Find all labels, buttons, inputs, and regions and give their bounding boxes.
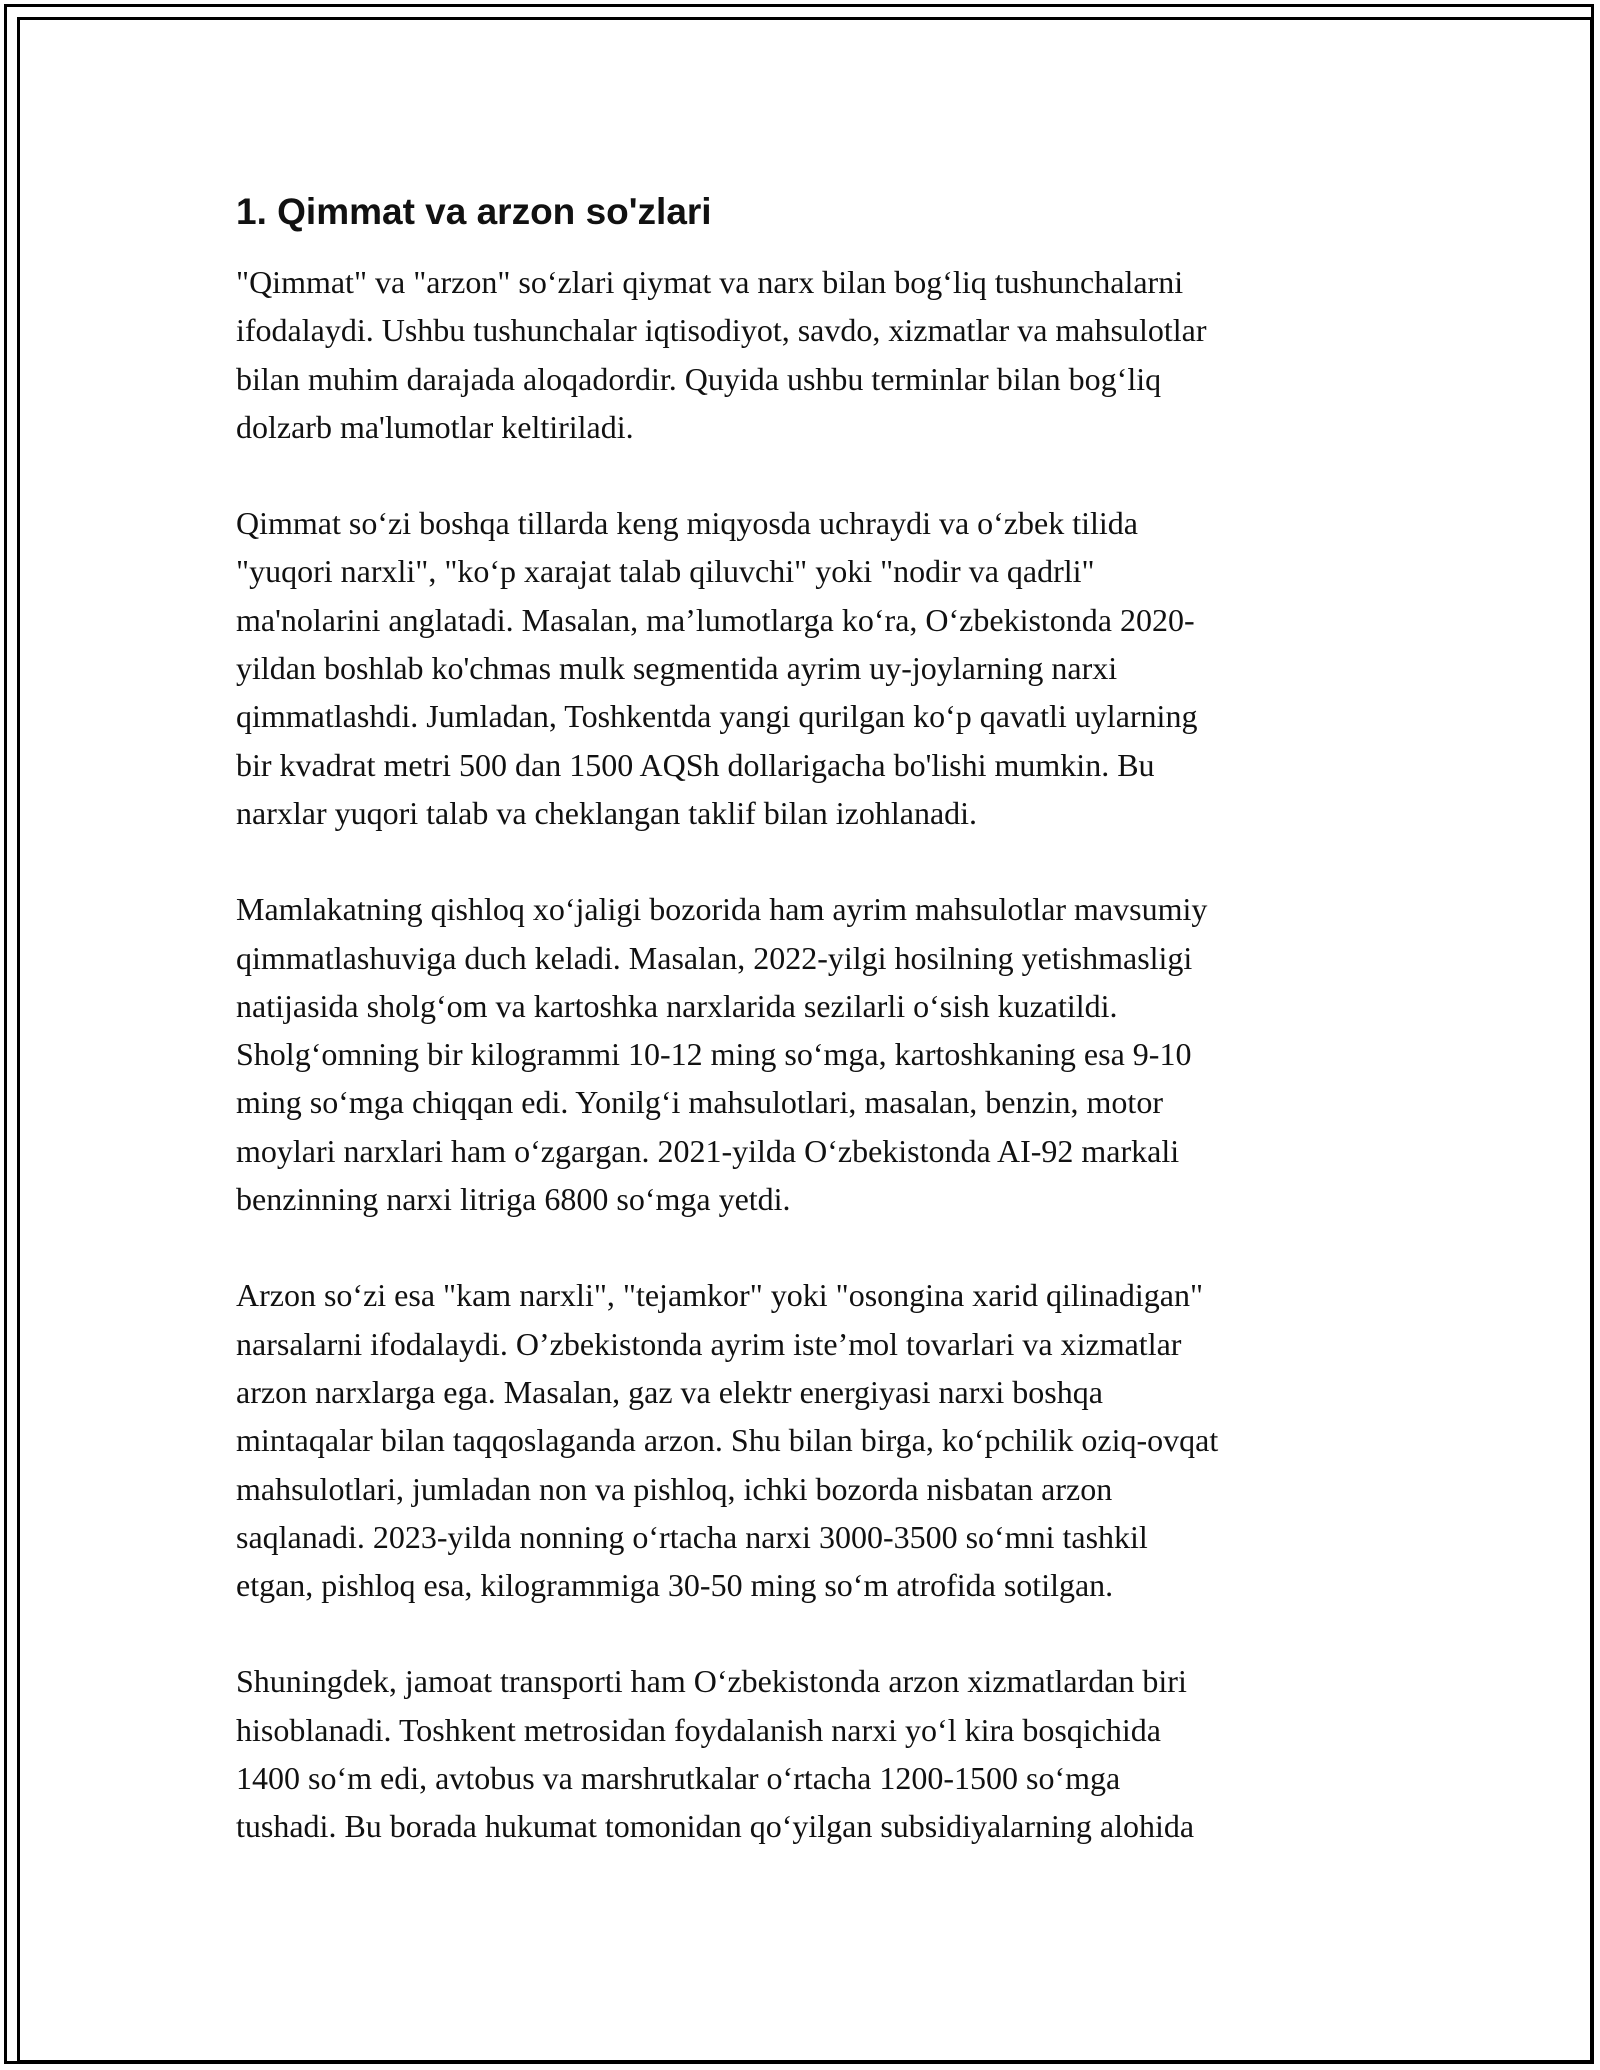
text-line: etgan, pishloq esa, kilogrammiga 30-50 ming so‘m atrofida sotilgan.	[236, 1567, 1114, 1604]
text-line: ma'nolarini anglatadi. Masalan, ma’lumotlarga ko‘ra, O‘zbekistonda 2020-	[236, 601, 1195, 638]
text-line: bir kvadrat metri 500 dan 1500 AQSh dollarigacha bo'lishi mumkin. Bu	[236, 746, 1155, 783]
text-line: "yuqori narxli", "ko‘p xarajat talab qiluvchi" yoki "nodir va qadrli"	[236, 553, 1095, 590]
text-line: narxlar yuqori talab va cheklangan taklif bilan izohlanadi.	[236, 794, 978, 831]
text-line: tushadi. Bu borada hukumat tomonidan qo‘yilgan subsidiyalarning alohida	[236, 1808, 1195, 1845]
text-line: ifodalaydi. Ushbu tushunchalar iqtisodiyot, savdo, xizmatlar va mahsulotlar	[236, 312, 1207, 349]
text-line: natijasida sholg‘om va kartoshka narxlarida sezilarli o‘sish kuzatildi.	[236, 987, 1118, 1024]
text-line: Mamlakatning qishloq xo‘jaligi bozorida ham ayrim mahsulotlar mavsumiy	[236, 891, 1208, 928]
paragraph-agriculture	[236, 885, 1376, 1223]
text-line: qimmatlashdi. Jumladan, Toshkentda yangi qurilgan ko‘p qavatli uylarning	[236, 698, 1198, 735]
text-line: benzinning narxi litriga 6800 so‘mga yetdi.	[236, 1181, 791, 1218]
paragraph-qimmat	[236, 499, 1376, 837]
text-line: ming so‘mga chiqqan edi. Yonilg‘i mahsulotlari, masalan, benzin, motor	[236, 1084, 1163, 1121]
text-line: bilan muhim darajada aloqadordir. Quyida ushbu terminlar bilan bog‘liq	[236, 360, 1162, 397]
text-line: hisoblanadi. Toshkent metrosidan foydalanish narxi yo‘l kira bosqichida	[236, 1711, 1161, 1748]
text-line: Arzon so‘zi esa "kam narxli", "tejamkor" yoki "osongina xarid qilinadigan"	[236, 1277, 1204, 1314]
text-line: moylari narxlari ham o‘zgargan. 2021-yilda O‘zbekistonda AI-92 markali	[236, 1132, 1180, 1169]
text-line: narsalarni ifodalaydi. O’zbekistonda ayrim iste’mol tovarlari va xizmatlar	[236, 1325, 1182, 1362]
text-line: "Qimmat" va "arzon" so‘zlari qiymat va narx bilan bog‘liq tushunchalarni	[236, 264, 1184, 300]
text-line: Qimmat so‘zi boshqa tillarda keng miqyosda uchraydi va o‘zbek tilida	[236, 505, 1138, 542]
paragraph-arzon	[236, 1271, 1376, 1609]
section-heading: 1. Qimmat va arzon so'zlari	[236, 191, 712, 232]
text-line: arzon narxlarga ega. Masalan, gaz va elektr energiyasi narxi boshqa	[236, 1373, 1103, 1410]
text-line: mahsulotlari, jumladan non va pishloq, ichki bozorda nisbatan arzon	[236, 1470, 1113, 1507]
paragraph-intro	[236, 258, 1376, 451]
text-line: mintaqalar bilan taqqoslaganda arzon. Shu bilan birga, ko‘pchilik oziq-ovqat	[236, 1422, 1219, 1459]
text-line: saqlanadi. 2023-yilda nonning o‘rtacha narxi 3000-3500 so‘mni tashkil	[236, 1518, 1148, 1555]
document-body	[236, 186, 1376, 1899]
text-line: Sholg‘omning bir kilogrammi 10-12 ming so‘mga, kartoshkaning esa 9-10	[236, 1036, 1192, 1073]
text-line: dolzarb ma'lumotlar keltiriladi.	[236, 408, 634, 445]
text-line: 1400 so‘m edi, avtobus va marshrutkalar o‘rtacha 1200-1500 so‘mga	[236, 1760, 1121, 1797]
text-line: Shuningdek, jamoat transporti ham O‘zbekistonda arzon xizmatlardan biri	[236, 1663, 1187, 1700]
paragraph-transport	[236, 1657, 1376, 1850]
text-line: qimmatlashuviga duch keladi. Masalan, 2022-yilgi hosilning yetishmasligi	[236, 939, 1193, 976]
text-line: yildan boshlab ko'chmas mulk segmentida ayrim uy-joylarning narxi	[236, 650, 1118, 687]
